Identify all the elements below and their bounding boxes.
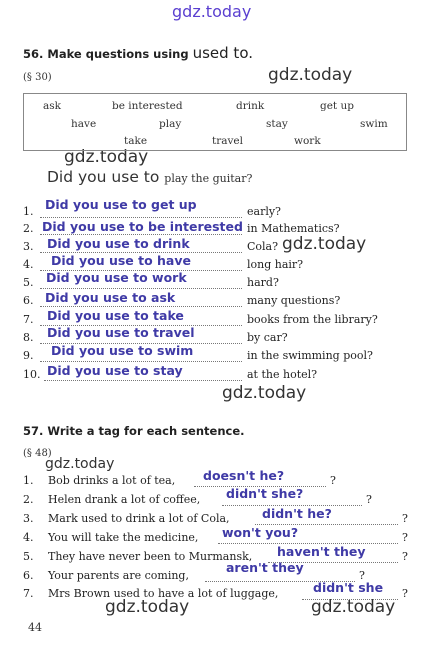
item-number: 4. (23, 258, 34, 271)
exercise-56-title: 56. Make questions using used to. (23, 44, 253, 62)
watermark: gdz.today (105, 597, 190, 617)
watermark: gdz.today (222, 383, 307, 403)
word-item: drink (236, 100, 265, 112)
word-item: have (71, 118, 97, 130)
exercise-57-title: 57. Write a tag for each sentence. (23, 424, 245, 438)
watermark-top: gdz.today (172, 2, 252, 21)
item-number: 2. (23, 493, 34, 506)
word-item: stay (266, 118, 288, 130)
word-item: work (294, 135, 321, 147)
sentence: Mark used to drink a lot of Cola, (48, 512, 230, 525)
sentence-tail: early? (247, 205, 281, 218)
item-number: 5. (23, 550, 34, 563)
item-number: 8. (23, 331, 34, 344)
question-mark: ? (402, 531, 408, 544)
answer: didn't she (313, 580, 384, 595)
item-number: 7. (23, 313, 34, 326)
question-mark: ? (366, 493, 372, 506)
word-item: swim (360, 118, 388, 130)
answer: Did you use to get up (45, 197, 197, 212)
answer: Did you use to stay (47, 363, 183, 378)
watermark: gdz.today (64, 147, 149, 167)
watermark: gdz.today (45, 456, 115, 472)
answer: Did you use to travel (47, 325, 195, 340)
sentence-tail: by car? (247, 331, 288, 344)
question-mark: ? (402, 512, 408, 525)
word-item: play (159, 118, 182, 130)
sentence: They have never been to Murmansk, (48, 550, 253, 563)
sentence-tail: long hair? (247, 258, 304, 271)
exercise-56-ref: (§ 30) (23, 72, 52, 83)
sentence-tail: many questions? (247, 294, 341, 307)
question-mark: ? (359, 569, 365, 582)
sentence: Mrs Brown used to have a lot of luggage, (48, 587, 279, 600)
sentence-tail: Cola? (247, 240, 279, 253)
sentence-tail: in Mathematics? (247, 222, 340, 235)
sentence-tail: at the hotel? (247, 368, 318, 381)
word-item: travel (212, 135, 244, 147)
item-number: 10. (23, 368, 41, 381)
sentence-tail: hard? (247, 276, 279, 289)
question-mark: ? (402, 587, 408, 600)
answer: haven't they (277, 544, 366, 559)
item-number: 4. (23, 531, 34, 544)
word-item: take (124, 135, 148, 147)
word-item: get up (320, 100, 354, 112)
item-number: 2. (23, 222, 34, 235)
page-number: 44 (28, 621, 42, 634)
answer: won't you? (222, 525, 299, 540)
item-number: 5. (23, 276, 34, 289)
sentence-tail: in the swimming pool? (247, 349, 373, 362)
sentence: Helen drank a lot of coffee, (48, 493, 201, 506)
item-number: 6. (23, 569, 34, 582)
sentence-tail: books from the library? (247, 313, 378, 326)
answer: Did you use to be interested (42, 219, 243, 234)
word-item: be interested (112, 100, 183, 112)
answer: doesn't he? (203, 468, 285, 483)
sentence: Your parents are coming, (48, 569, 189, 582)
item-number: 3. (23, 512, 34, 525)
sentence: Bob drinks a lot of tea, (48, 474, 176, 487)
answer: Did you use to drink (47, 236, 190, 251)
question-mark: ? (330, 474, 336, 487)
item-number: 1. (23, 205, 34, 218)
item-number: 7. (23, 587, 34, 600)
watermark: gdz.today (282, 234, 367, 254)
sentence: You will take the medicine, (48, 531, 199, 544)
item-number: 6. (23, 294, 34, 307)
item-number: 3. (23, 240, 34, 253)
watermark: gdz.today (311, 597, 396, 617)
item-number: 1. (23, 474, 34, 487)
watermark: gdz.today (268, 65, 353, 85)
answer: didn't she? (226, 486, 304, 501)
example-sentence: Did you use to play the guitar? (47, 168, 253, 186)
item-number: 9. (23, 349, 34, 362)
exercise-57-ref: (§ 48) (23, 448, 52, 459)
answer: didn't he? (262, 506, 332, 521)
answer: Did you use to have (51, 253, 191, 268)
answer: Did you use to work (46, 270, 187, 285)
answer: aren't they (226, 560, 304, 575)
answer: Did you use to take (47, 308, 184, 323)
word-item: ask (43, 100, 62, 112)
question-mark: ? (402, 550, 408, 563)
answer: Did you use to ask (45, 290, 176, 305)
answer: Did you use to swim (51, 343, 194, 358)
